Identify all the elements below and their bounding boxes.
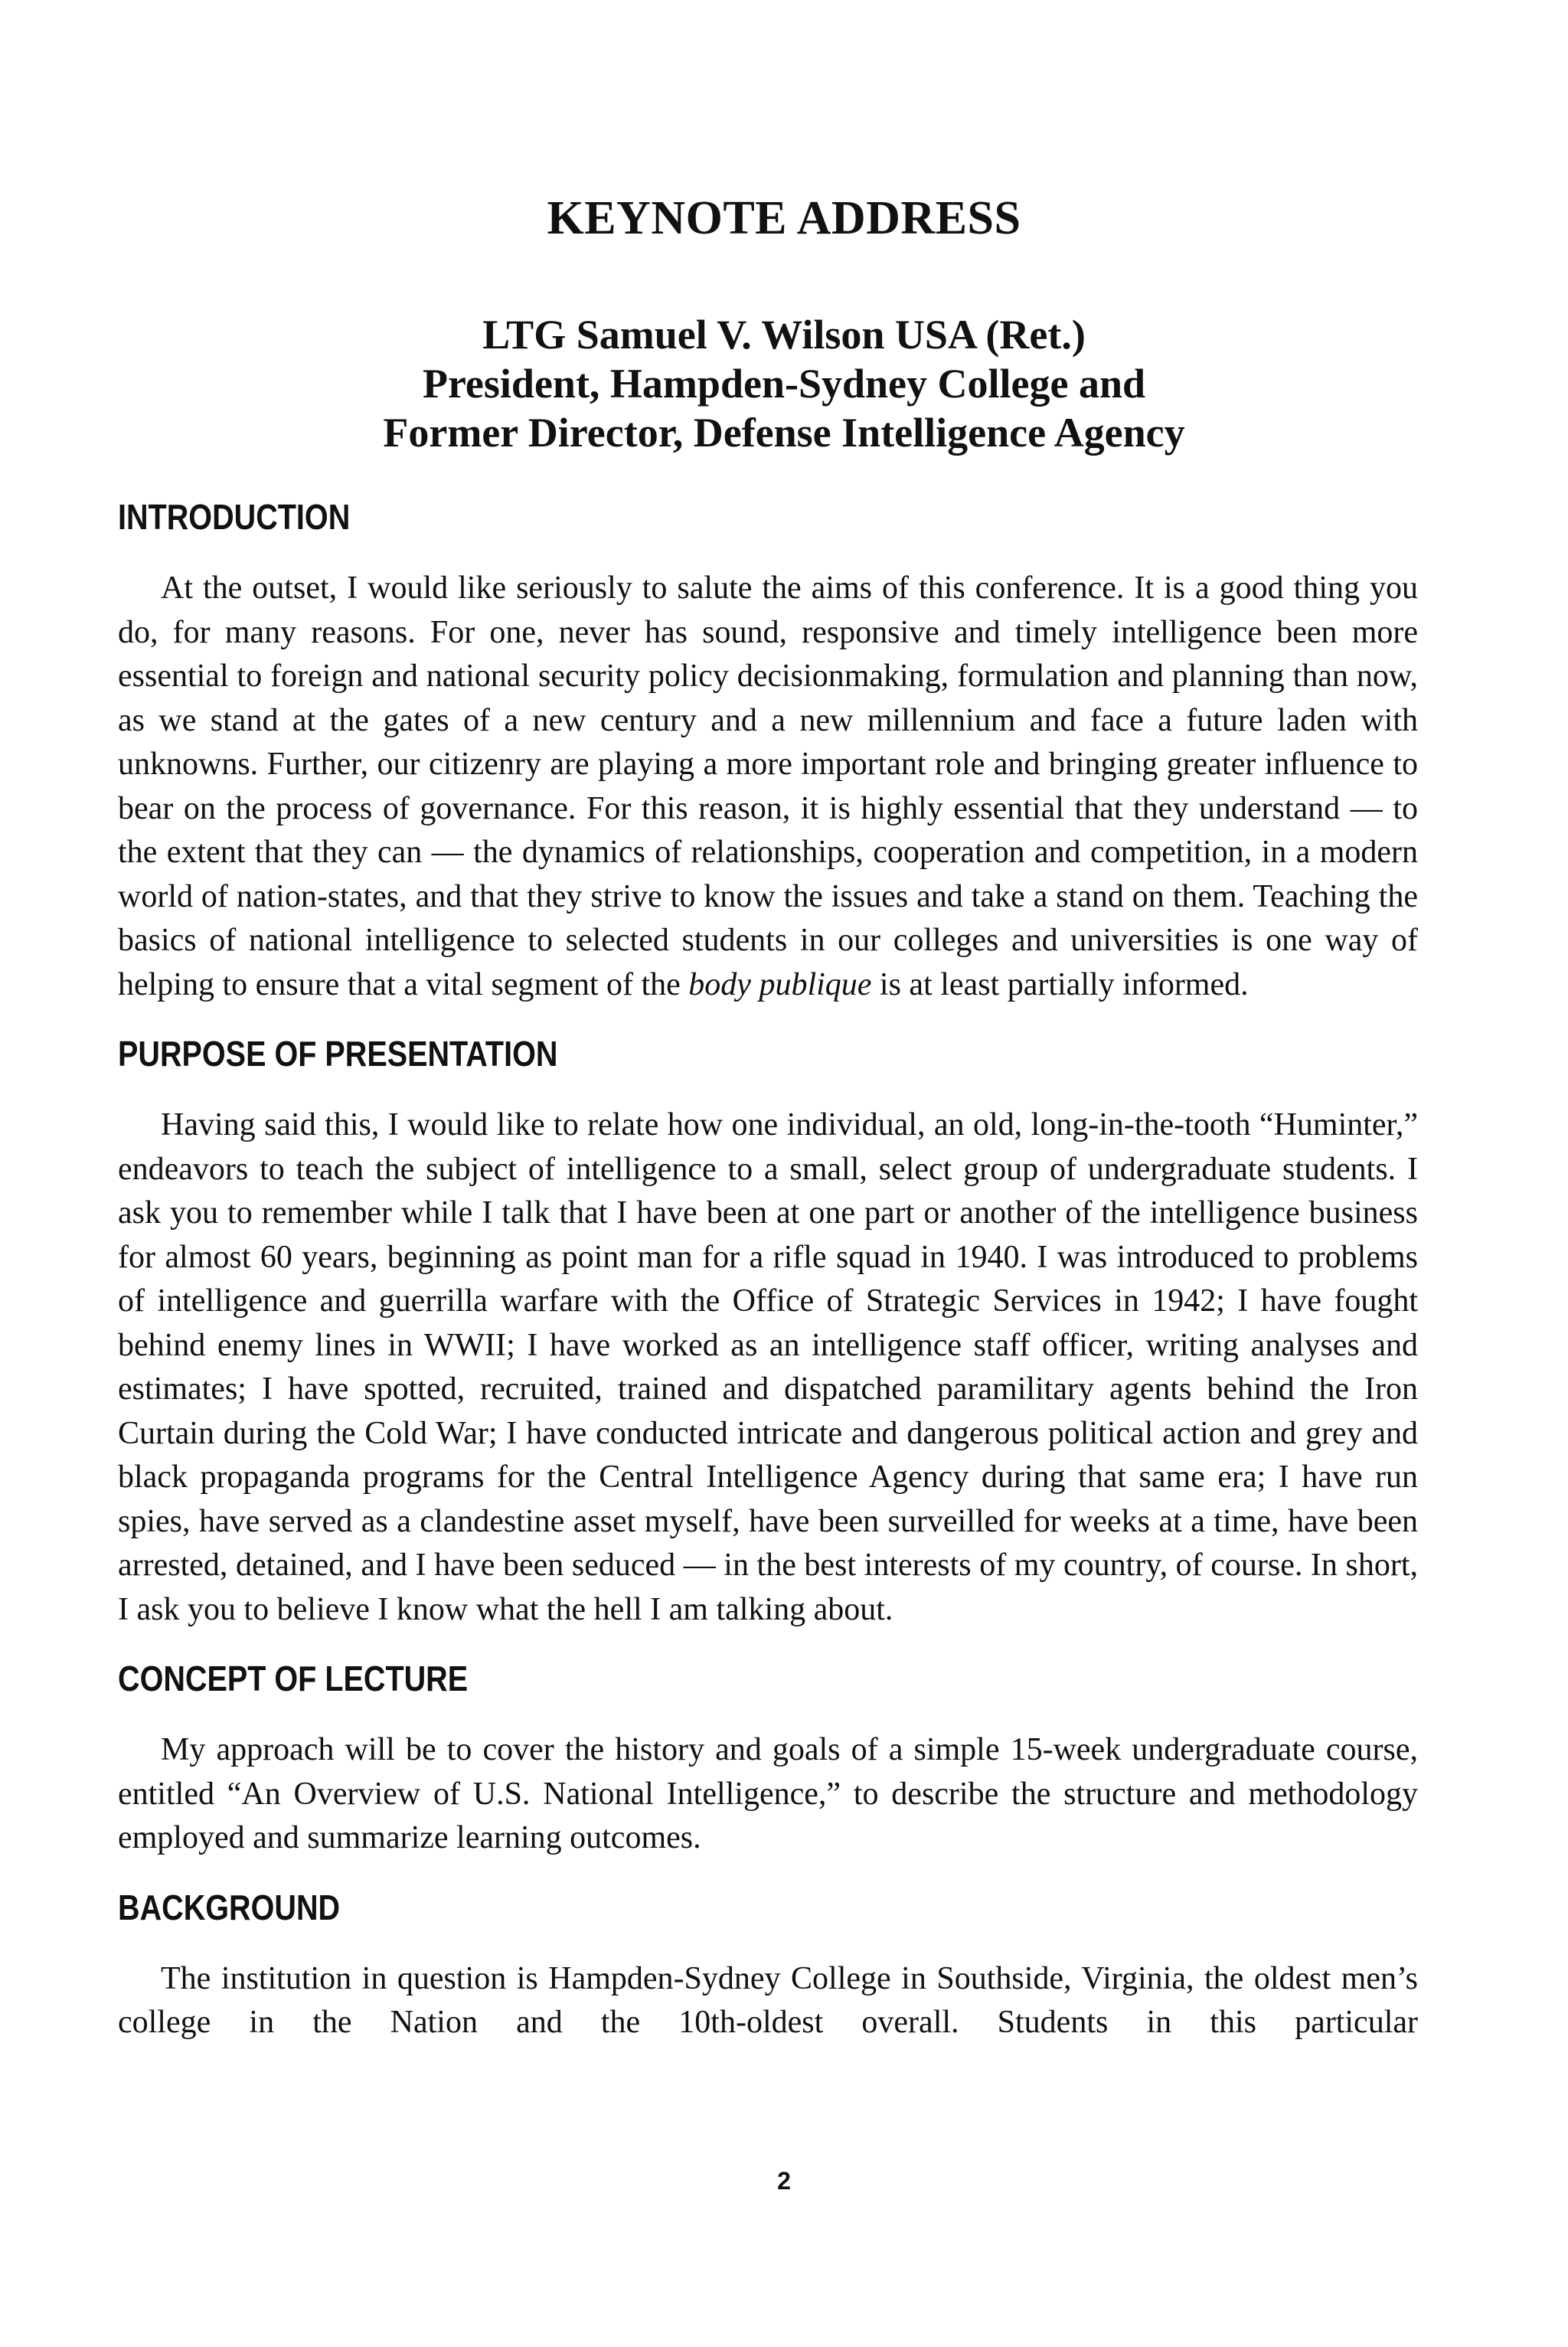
author-position: President, Hampden-Sydney College and	[422, 361, 1146, 407]
page-title: KEYNOTE ADDRESS	[547, 192, 1021, 244]
section-heading-purpose: PURPOSE OF PRESENTATION	[118, 1034, 558, 1074]
author-name: LTG Samuel V. Wilson USA (Ret.)	[482, 312, 1086, 358]
author-former-position: Former Director, Defense Intelligence Agency	[383, 410, 1185, 456]
section-heading-concept: CONCEPT OF LECTURE	[118, 1659, 469, 1698]
section-heading-introduction: INTRODUCTION	[118, 497, 351, 537]
section-heading-background: BACKGROUND	[118, 1887, 341, 1927]
paragraph-introduction	[118, 567, 1418, 1007]
paragraph-concept: My approach will be to cover the history and goals of a simple 15-week undergraduate course, entitled “An Overview of U.S. National Intelligence,” to describe the structure and methodology employed and summarize learning outcomes.	[118, 1732, 1418, 1855]
document-body	[118, 490, 1418, 2064]
author-block	[0, 310, 1568, 457]
paragraph-purpose: Having said this, I would like to relate how one individual, an old, long-in-the-tooth “Huminter,” endeavors to teach the subject of intelligence to a small, select group of undergraduate students. I ask you to remember while I talk that I have been at one part or another of the intelligence business for almost 60 years, beginning as point man for a rifle squad in 1940. I was introduced to problems of intelligence and guerrilla warfare with the Office of Strategic Services in 1942; I have fought behind enemy lines in WWII; I have worked as an intelligence staff officer, writing analyses and estimates; I have spotted, recruited, trained and dispatched paramilitary agents behind the Iron Curtain during the Cold War; I have conducted intricate and dangerous political action and grey and black propaganda programs for the Central Intelligence Agency during that same era; I have run spies, have served as a clandestine asset myself, have been surveilled for weeks at a time, have been arrested, detained, and I have been seduced — in the best interests of my country, of course. In short, I ask you to believe I know what the hell I am talking about.	[118, 1107, 1418, 1627]
paragraph-background: The institution in question is Hampden-Sydney College in Southside, Virginia, the oldest men’s college in the Nation and the 10th-oldest overall. Students in this particular	[118, 1960, 1418, 2040]
paragraph-text: At the outset, I would like seriously to salute the aims of this conference. It is a good thing you do, for many reasons. For one, never has sound, responsive and timely intelligence been more essential to foreign and national security policy decisionmaking, formulation and planning than now, as we stand at the gates of a new century and a new millennium and face a future laden with unknowns. Further, our citizenry are playing a more important role and bringing greater influence to bear on the process of governance. For this reason, it is highly essential that they understand — to the extent that they can — the dynamics of relationships, cooperation and competition, in a modern world of nation-states, and that they strive to know the issues and take a stand on them. Teaching the basics of national intelligence to selected students in our colleges and universities is one way of helping to ensure that a vital segment of the	[118, 570, 1418, 1002]
paragraph-italic-text: body publique	[688, 966, 872, 1002]
paragraph-text: is at least partially informed.	[871, 966, 1249, 1002]
page-number: 2	[777, 2167, 791, 2195]
